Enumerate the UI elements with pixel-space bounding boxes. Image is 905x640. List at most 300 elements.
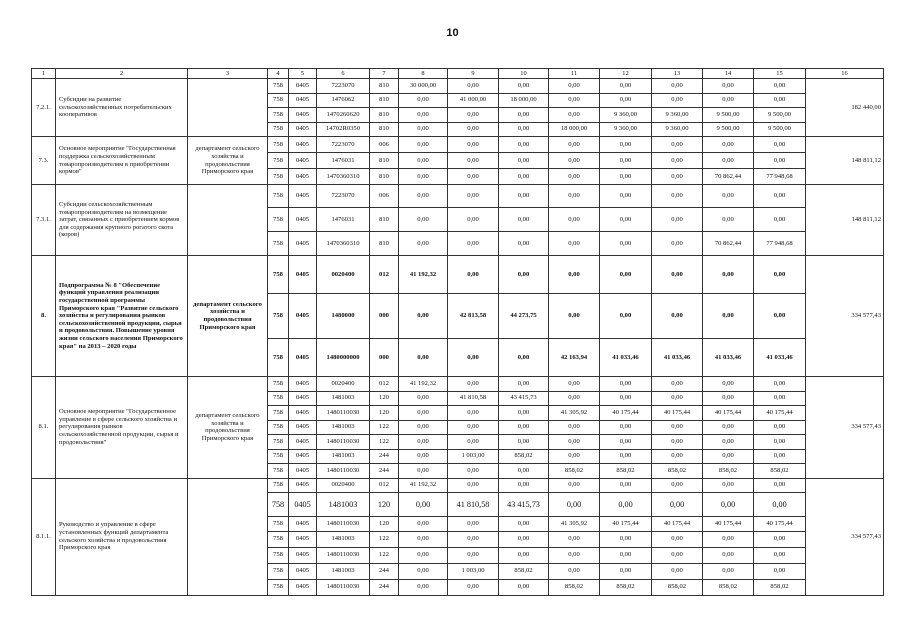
table-cell: 0,00 <box>652 169 703 185</box>
table-cell: 0,00 <box>600 137 652 153</box>
table-cell: 758 <box>268 547 289 563</box>
table-cell: 0,00 <box>754 531 806 547</box>
table-cell: 0405 <box>289 122 317 137</box>
item-number: 8.1.1. <box>32 478 56 595</box>
table-cell: 758 <box>268 339 289 377</box>
item-number: 8.1. <box>32 377 56 479</box>
table-cell: 0,00 <box>703 377 754 392</box>
table-cell: 77 948,68 <box>754 232 806 256</box>
table-cell: 0,00 <box>399 406 448 421</box>
table-cell: 0020400 <box>317 377 370 392</box>
table-row <box>32 137 884 153</box>
table-cell: 0,00 <box>703 563 754 579</box>
table-cell: 0,00 <box>600 294 652 339</box>
table-cell: 0,00 <box>754 79 806 94</box>
table-cell: 122 <box>370 547 399 563</box>
item-name: Основное мероприятие "Государственная поддержка сельскохозяйственным товаропроизводителям в приобретении кормов" <box>56 137 188 185</box>
table-cell: 758 <box>268 435 289 450</box>
table-cell: 30 000,00 <box>399 79 448 94</box>
table-cell: 0405 <box>289 579 317 595</box>
table-cell: 758 <box>268 108 289 123</box>
table-cell: 758 <box>268 493 289 517</box>
table-cell: 0,00 <box>448 122 499 137</box>
table-cell: 758 <box>268 256 289 294</box>
table-cell: 18 000,00 <box>499 93 549 108</box>
column-header: 10 <box>499 69 549 79</box>
table-cell: 0,00 <box>549 153 600 169</box>
table-cell: 0405 <box>289 464 317 479</box>
column-header: 8 <box>399 69 448 79</box>
responsible-org: департамент сельского хозяйства и продовольствия Приморского края <box>188 256 268 377</box>
table-cell: 858,02 <box>703 464 754 479</box>
column-header: 14 <box>703 69 754 79</box>
table-cell: 0,00 <box>652 232 703 256</box>
table-row <box>32 256 884 294</box>
responsible-org: департамент сельского хозяйства и продовольствия Приморского края <box>188 137 268 185</box>
table-cell: 012 <box>370 377 399 392</box>
table-cell: 0405 <box>289 339 317 377</box>
table-cell: 1481003 <box>317 493 370 517</box>
table-cell: 9 360,00 <box>600 122 652 137</box>
table-cell: 0,00 <box>448 208 499 232</box>
table-cell: 1481003 <box>317 391 370 406</box>
table-cell: 0,00 <box>600 208 652 232</box>
table-cell: 0,00 <box>448 137 499 153</box>
table-cell: 42 163,94 <box>549 339 600 377</box>
item-name: Субсидии сельскохозяйственным товаропроизводителям на возмещение затрат, связанных с приобретением кормов для содержания крупного рогатого скота (коров) <box>56 185 188 256</box>
table-cell: 810 <box>370 79 399 94</box>
table-cell: 858,02 <box>600 579 652 595</box>
table-cell: 1470260620 <box>317 108 370 123</box>
table-cell: 0405 <box>289 449 317 464</box>
column-header: 9 <box>448 69 499 79</box>
table-cell: 758 <box>268 79 289 94</box>
table-cell: 0,00 <box>652 185 703 208</box>
table-cell: 0,00 <box>652 153 703 169</box>
table-cell: 1481003 <box>317 563 370 579</box>
table-cell: 0,00 <box>600 563 652 579</box>
table-cell: 0,00 <box>499 464 549 479</box>
table-cell: 0,00 <box>448 579 499 595</box>
table-cell: 0,00 <box>448 339 499 377</box>
table-cell: 1480000 <box>317 294 370 339</box>
table-cell: 1470360310 <box>317 169 370 185</box>
table-cell: 0405 <box>289 493 317 517</box>
table-cell: 0,00 <box>549 137 600 153</box>
table-cell: 9 360,00 <box>652 108 703 123</box>
table-cell: 810 <box>370 122 399 137</box>
column-header: 11 <box>549 69 600 79</box>
table-cell: 0,00 <box>703 208 754 232</box>
table-cell: 0,00 <box>600 391 652 406</box>
table-cell: 0,00 <box>754 478 806 493</box>
table-cell: 0,00 <box>499 79 549 94</box>
table-cell: 0,00 <box>399 93 448 108</box>
table-cell: 0,00 <box>754 185 806 208</box>
table-cell: 810 <box>370 169 399 185</box>
table-cell: 0,00 <box>499 478 549 493</box>
table-cell: 0,00 <box>448 517 499 532</box>
table-cell: 42 813,58 <box>448 294 499 339</box>
table-cell: 244 <box>370 579 399 595</box>
table-cell: 0,00 <box>499 153 549 169</box>
table-cell: 120 <box>370 406 399 421</box>
table-cell: 1476031 <box>317 153 370 169</box>
table-cell: 0,00 <box>549 232 600 256</box>
table-row <box>32 79 884 94</box>
table-cell: 758 <box>268 169 289 185</box>
table-row <box>32 185 884 208</box>
table-cell: 858,02 <box>499 563 549 579</box>
table-cell: 758 <box>268 153 289 169</box>
table-cell: 1 003,00 <box>448 563 499 579</box>
table-cell: 41 192,32 <box>399 377 448 392</box>
table-cell: 0,00 <box>703 391 754 406</box>
table-cell: 0,00 <box>652 435 703 450</box>
table-cell: 0,00 <box>399 185 448 208</box>
table-cell: 758 <box>268 517 289 532</box>
table-cell: 858,02 <box>499 449 549 464</box>
table-cell: 758 <box>268 208 289 232</box>
table-cell: 0,00 <box>703 547 754 563</box>
table-cell: 0,00 <box>549 185 600 208</box>
table-cell: 758 <box>268 93 289 108</box>
table-cell: 810 <box>370 93 399 108</box>
table-cell: 41 033,46 <box>754 339 806 377</box>
table-cell: 0,00 <box>499 256 549 294</box>
table-cell: 9 500,00 <box>703 108 754 123</box>
table-cell: 9 500,00 <box>703 122 754 137</box>
responsible-org <box>188 478 268 595</box>
table-cell: 0,00 <box>754 547 806 563</box>
table-cell: 41 033,46 <box>652 339 703 377</box>
table-cell: 14702R0350 <box>317 122 370 137</box>
table-cell: 120 <box>370 493 399 517</box>
table-cell: 0,00 <box>652 79 703 94</box>
table-cell: 0,00 <box>499 531 549 547</box>
table-cell: 0,00 <box>549 547 600 563</box>
table-cell: 0,00 <box>754 153 806 169</box>
table-cell: 0,00 <box>399 420 448 435</box>
table-cell: 0,00 <box>399 449 448 464</box>
table-cell: 0,00 <box>499 232 549 256</box>
table-cell: 758 <box>268 478 289 493</box>
table-cell: 0,00 <box>549 563 600 579</box>
table-cell: 0,00 <box>600 547 652 563</box>
table-cell: 0405 <box>289 531 317 547</box>
table-cell: 0405 <box>289 435 317 450</box>
table-cell: 012 <box>370 478 399 493</box>
table-cell: 0405 <box>289 153 317 169</box>
table-cell: 0,00 <box>549 79 600 94</box>
table-cell: 18 000,00 <box>549 122 600 137</box>
item-name: Основное мероприятие "Государственное управление в сфере сельского хозяйства и регулирования рынков сельскохозяйственной продукции, сырья и продовольствия" <box>56 377 188 479</box>
column-header: 15 <box>754 69 806 79</box>
table-cell: 0,00 <box>703 478 754 493</box>
table-cell: 012 <box>370 256 399 294</box>
table-cell: 0,00 <box>703 153 754 169</box>
table-cell: 9 500,00 <box>754 108 806 123</box>
table-cell: 0,00 <box>399 232 448 256</box>
table-row <box>32 478 884 493</box>
table-cell: 0,00 <box>652 256 703 294</box>
table-cell: 41 033,46 <box>600 339 652 377</box>
table-cell: 0,00 <box>499 377 549 392</box>
table-cell: 0405 <box>289 185 317 208</box>
table-cell: 0,00 <box>600 449 652 464</box>
table-cell: 9 500,00 <box>754 122 806 137</box>
table-cell: 0,00 <box>399 153 448 169</box>
table-cell: 0,00 <box>703 420 754 435</box>
item-number: 8. <box>32 256 56 377</box>
table-cell: 0,00 <box>549 108 600 123</box>
table-cell: 0,00 <box>754 137 806 153</box>
table-cell: 0,00 <box>652 137 703 153</box>
table-cell: 0,00 <box>448 377 499 392</box>
column-header: 5 <box>289 69 317 79</box>
table-cell: 858,02 <box>652 579 703 595</box>
column-header: 7 <box>370 69 399 79</box>
item-total: 334 577,43 <box>806 256 884 377</box>
table-cell: 0,00 <box>499 169 549 185</box>
table-cell: 0,00 <box>448 547 499 563</box>
table-cell: 810 <box>370 153 399 169</box>
column-header: 4 <box>268 69 289 79</box>
table-cell: 0,00 <box>703 531 754 547</box>
table-cell: 9 360,00 <box>652 122 703 137</box>
table-cell: 77 948,68 <box>754 169 806 185</box>
table-cell: 0,00 <box>600 478 652 493</box>
table-cell: 758 <box>268 420 289 435</box>
table-cell: 40 175,44 <box>754 406 806 421</box>
responsible-org: департамент сельского хозяйства и продовольствия Приморского края <box>188 377 268 479</box>
table-cell: 0,00 <box>754 563 806 579</box>
table-cell: 0,00 <box>754 294 806 339</box>
table-cell: 244 <box>370 464 399 479</box>
table-cell: 0405 <box>289 547 317 563</box>
table-cell: 858,02 <box>754 464 806 479</box>
table-cell: 0,00 <box>399 122 448 137</box>
table-cell: 41 192,32 <box>399 478 448 493</box>
table-cell: 0,00 <box>600 79 652 94</box>
table-cell: 810 <box>370 208 399 232</box>
table-cell: 758 <box>268 185 289 208</box>
table-cell: 0,00 <box>652 294 703 339</box>
item-total: 334 577,43 <box>806 478 884 595</box>
table-cell: 44 273,75 <box>499 294 549 339</box>
table-cell: 0405 <box>289 256 317 294</box>
responsible-org <box>188 79 268 137</box>
table-cell: 0,00 <box>549 478 600 493</box>
table-cell: 41 305,92 <box>549 406 600 421</box>
table-cell: 0405 <box>289 420 317 435</box>
table-cell: 000 <box>370 339 399 377</box>
table-cell: 41 810,58 <box>448 493 499 517</box>
table-cell: 0,00 <box>549 169 600 185</box>
table-cell: 122 <box>370 435 399 450</box>
table-cell: 0,00 <box>499 406 549 421</box>
table-cell: 0,00 <box>600 169 652 185</box>
table-cell: 0,00 <box>549 294 600 339</box>
column-header: 6 <box>317 69 370 79</box>
table-cell: 0,00 <box>703 185 754 208</box>
column-header: 2 <box>56 69 188 79</box>
table-cell: 0405 <box>289 563 317 579</box>
item-number: 7.2.1. <box>32 79 56 137</box>
table-cell: 858,02 <box>754 579 806 595</box>
table-cell: 0,00 <box>399 294 448 339</box>
table-cell: 0,00 <box>448 169 499 185</box>
table-cell: 41 192,32 <box>399 256 448 294</box>
table-cell: 758 <box>268 294 289 339</box>
item-number: 7.3. <box>32 137 56 185</box>
table-cell: 0,00 <box>754 377 806 392</box>
item-name: Подпрограмма № 8 "Обеспечение функций управления реализации государственной программы Приморского края "Развитие сельского хозяйства и регулирования рынков сельскохозяйственной продукции, сырья и продовольствия. Повышение уровня жизни сельского населения Приморского края" на 2013 – 2020 годы <box>56 256 188 377</box>
table-cell: 0020400 <box>317 256 370 294</box>
table-cell: 0405 <box>289 517 317 532</box>
column-header: 1 <box>32 69 56 79</box>
table-cell: 858,02 <box>703 579 754 595</box>
table-cell: 0405 <box>289 391 317 406</box>
table-cell: 0,00 <box>600 531 652 547</box>
table-cell: 244 <box>370 449 399 464</box>
table-cell: 0,00 <box>549 435 600 450</box>
table-cell: 006 <box>370 137 399 153</box>
table-cell: 0,00 <box>448 108 499 123</box>
table-cell: 758 <box>268 406 289 421</box>
table-cell: 43 415,73 <box>499 493 549 517</box>
table-cell: 0,00 <box>499 517 549 532</box>
table-cell: 0,00 <box>448 153 499 169</box>
table-cell: 0,00 <box>448 478 499 493</box>
table-cell: 0,00 <box>652 391 703 406</box>
table-cell: 0,00 <box>399 563 448 579</box>
table-cell: 0,00 <box>600 435 652 450</box>
table-cell: 0,00 <box>754 449 806 464</box>
table-cell: 0405 <box>289 108 317 123</box>
page-number: 10 <box>446 27 459 39</box>
table-cell: 0,00 <box>399 391 448 406</box>
table-cell: 0,00 <box>399 517 448 532</box>
table-cell: 0,00 <box>399 435 448 450</box>
table-cell: 0,00 <box>549 256 600 294</box>
table-cell: 810 <box>370 108 399 123</box>
item-total: 182 440,00 <box>806 79 884 137</box>
table-cell: 0,00 <box>399 531 448 547</box>
table-cell: 0405 <box>289 294 317 339</box>
table-cell: 758 <box>268 464 289 479</box>
table-cell: 41 000,00 <box>448 93 499 108</box>
table-cell: 0,00 <box>499 108 549 123</box>
table-cell: 0,00 <box>652 563 703 579</box>
table-cell: 1476031 <box>317 208 370 232</box>
table-cell: 7223070 <box>317 79 370 94</box>
table-cell: 0,00 <box>448 185 499 208</box>
item-total: 148 811,12 <box>806 137 884 185</box>
table-cell: 0,00 <box>499 137 549 153</box>
table-cell: 41 305,92 <box>549 517 600 532</box>
table-cell: 0,00 <box>399 579 448 595</box>
column-header: 16 <box>806 69 884 79</box>
table-cell: 40 175,44 <box>600 517 652 532</box>
table-cell: 0,00 <box>754 208 806 232</box>
table-cell: 0,00 <box>499 185 549 208</box>
table-cell: 41 033,46 <box>703 339 754 377</box>
table-cell: 0,00 <box>600 232 652 256</box>
table-cell: 0,00 <box>754 493 806 517</box>
table-cell: 0,00 <box>448 406 499 421</box>
table-cell: 0405 <box>289 377 317 392</box>
table-cell: 70 862,44 <box>703 232 754 256</box>
table-cell: 0,00 <box>549 420 600 435</box>
table-cell: 41 810,58 <box>448 391 499 406</box>
table-cell: 0,00 <box>399 208 448 232</box>
table-cell: 0,00 <box>754 93 806 108</box>
table-cell: 0,00 <box>399 108 448 123</box>
table-cell: 0405 <box>289 232 317 256</box>
table-cell: 0,00 <box>399 339 448 377</box>
item-number: 7.3.1. <box>32 185 56 256</box>
table-cell: 0,00 <box>499 339 549 377</box>
column-header: 12 <box>600 69 652 79</box>
table-cell: 0,00 <box>399 137 448 153</box>
table-cell: 1480110030 <box>317 547 370 563</box>
table-cell: 758 <box>268 232 289 256</box>
table-cell: 1480110030 <box>317 435 370 450</box>
item-name: Руководство и управление в сфере установленных функций департамента сельского хозяйства и продовольствия Приморского края <box>56 478 188 595</box>
table-cell: 758 <box>268 377 289 392</box>
table-cell: 758 <box>268 391 289 406</box>
table-cell: 0,00 <box>703 256 754 294</box>
responsible-org <box>188 185 268 256</box>
table-cell: 0,00 <box>499 420 549 435</box>
table-row <box>32 377 884 392</box>
table-cell: 1481003 <box>317 449 370 464</box>
table-cell: 858,02 <box>600 464 652 479</box>
table-cell: 0405 <box>289 79 317 94</box>
table-cell: 0,00 <box>703 79 754 94</box>
table-cell: 0,00 <box>499 579 549 595</box>
item-total: 148 811,12 <box>806 185 884 256</box>
table-cell: 0,00 <box>754 435 806 450</box>
column-header: 3 <box>188 69 268 79</box>
table-cell: 0,00 <box>399 493 448 517</box>
table-cell: 0,00 <box>499 435 549 450</box>
table-cell: 0,00 <box>448 256 499 294</box>
table-cell: 0,00 <box>600 420 652 435</box>
table-cell: 0,00 <box>754 420 806 435</box>
table-cell: 7223070 <box>317 137 370 153</box>
table-cell: 0,00 <box>652 478 703 493</box>
table-cell: 1470360310 <box>317 232 370 256</box>
table-cell: 0,00 <box>399 464 448 479</box>
table-cell: 1476062 <box>317 93 370 108</box>
table-cell: 0,00 <box>499 547 549 563</box>
table-cell: 0,00 <box>600 377 652 392</box>
table-cell: 0405 <box>289 137 317 153</box>
table-cell: 0,00 <box>549 449 600 464</box>
table-cell: 758 <box>268 122 289 137</box>
table-cell: 000 <box>370 294 399 339</box>
table-cell: 0,00 <box>549 93 600 108</box>
table-cell: 758 <box>268 137 289 153</box>
budget-table <box>31 68 884 596</box>
table-cell: 1480110030 <box>317 579 370 595</box>
table-cell: 0405 <box>289 478 317 493</box>
table-cell: 758 <box>268 449 289 464</box>
table-cell: 0,00 <box>600 153 652 169</box>
table-cell: 9 360,00 <box>600 108 652 123</box>
